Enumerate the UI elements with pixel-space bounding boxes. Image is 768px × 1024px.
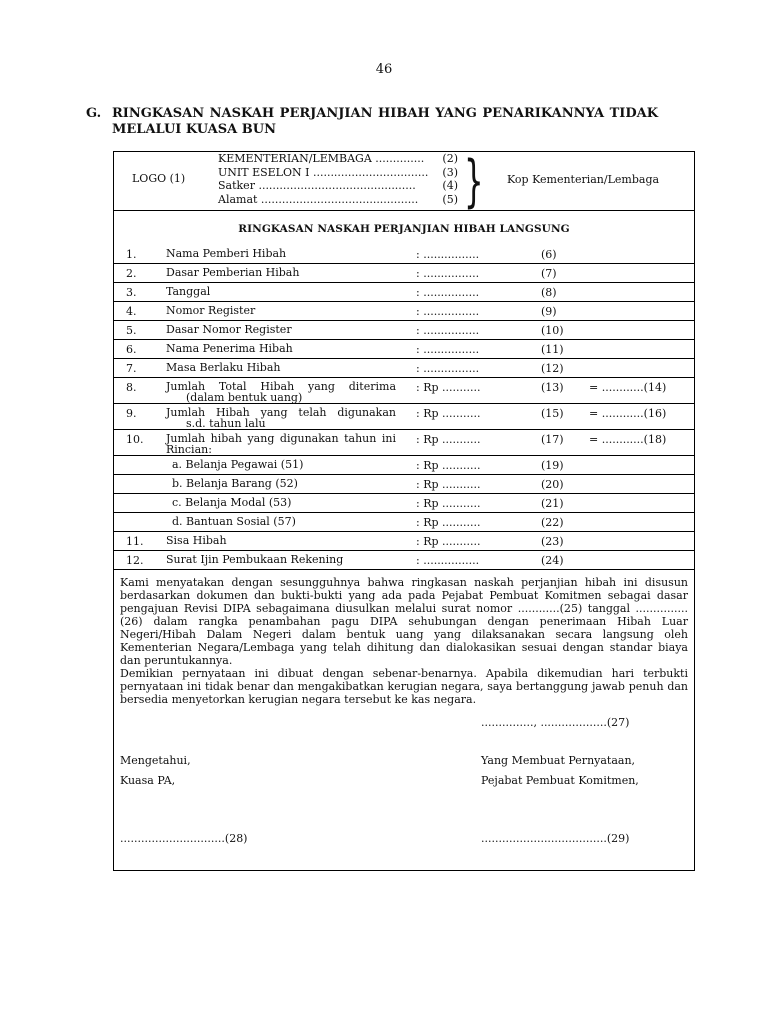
- section-letter: G.: [86, 106, 102, 121]
- form-row: [114, 404, 694, 430]
- statement-paragraph-1: Kami menyatakan dengan sesungguhnya bahwa ringkasan naskah perjanjian hibah ini disusun berdasarkan dokumen dan bukti-bukti yang ada pada Pejabat Pembuat Komitmen sebagai dasar pengajuan Revisi DIPA sebagaimana diusulkan melalui surat nomor ............(25) tanggal ...............(26) dalam rangka penambahan pagu DIPA sehubungan dengan penerimaan Hibah Luar Negeri/Hibah Dalam Negeri dalam bentuk uang yang dilaksanakan secara langsung oleh Kementerian Negara/Lembaga yang telah dihitung dan dialokasikan sesuai dengan standar biaya dan peruntukannya.: [120, 576, 688, 667]
- row-code: (8): [541, 286, 557, 299]
- row-label: [166, 381, 396, 403]
- row-code: (17): [541, 433, 564, 446]
- row-value: : ................: [416, 248, 480, 261]
- row-number: 2.: [126, 267, 137, 280]
- form-row: [114, 456, 694, 475]
- form-row: [114, 283, 694, 302]
- letterhead-line-code: (2): [442, 152, 458, 165]
- row-number: 10.: [126, 433, 144, 446]
- row-value: : Rp ...........: [416, 407, 481, 420]
- row-value: : ................: [416, 305, 480, 318]
- letterhead-line-ministry: [218, 152, 458, 166]
- row-code: (6): [541, 248, 557, 261]
- row-label: Nomor Register: [166, 304, 256, 317]
- row-code: (22): [541, 516, 564, 529]
- place-date-line: ..............., ...................(27): [481, 716, 630, 729]
- row-label: Tanggal: [166, 285, 211, 298]
- row-label-line-2: (dalam bentuk uang): [186, 391, 303, 404]
- row-value: : Rp ...........: [416, 535, 481, 548]
- signature-block: [114, 706, 694, 906]
- declarant-label: Yang Membuat Pernyataan,: [481, 754, 636, 767]
- row-code: (24): [541, 554, 564, 567]
- statement-paragraph-2: Demikian pernyataan ini dibuat dengan sebenar-benarnya. Apabila dikemudian hari terbukti pernyataan ini tidak benar dan mengakibatkan kerugian negara, saya bertanggung jawab penuh dan bersedia menyetorkan kerugian negara tersebut ke kas negara.: [120, 667, 688, 706]
- form-title: RINGKASAN NASKAH PERJANJIAN HIBAH LANGSUNG: [238, 223, 570, 235]
- row-value: : Rp ...........: [416, 433, 481, 446]
- statement: [114, 570, 694, 706]
- row-label: Sisa Hibah: [166, 534, 227, 547]
- row-label-line-1: Jumlah hibah yang digunakan tahun ini: [166, 432, 396, 445]
- row-code: (7): [541, 267, 557, 280]
- row-value: : Rp ...........: [416, 478, 481, 491]
- section-heading: [86, 106, 686, 138]
- row-value: : ................: [416, 324, 480, 337]
- form-row: [114, 340, 694, 359]
- row-value: : ................: [416, 362, 480, 375]
- form-row: [114, 359, 694, 378]
- row-label: Nama Pemberi Hibah: [166, 247, 287, 260]
- row-label: a. Belanja Pegawai (51): [172, 458, 304, 471]
- acknowledged-label: Mengetahui,: [120, 754, 191, 767]
- form-row: [114, 475, 694, 494]
- row-number: 7.: [126, 362, 137, 375]
- row-code: (15): [541, 407, 564, 420]
- form-row: [114, 264, 694, 283]
- form-row: [114, 378, 694, 404]
- row-number: 3.: [126, 286, 137, 299]
- row-value: : ................: [416, 554, 480, 567]
- row-total: = ............(16): [589, 407, 667, 420]
- form-row: [114, 430, 694, 456]
- commitment-officer-label: Pejabat Pembuat Komitmen,: [481, 774, 639, 787]
- row-label-line-1: Jumlah Hibah yang telah digunakan: [166, 406, 396, 419]
- form-row: [114, 302, 694, 321]
- row-value: : ................: [416, 286, 480, 299]
- row-code: (19): [541, 459, 564, 472]
- row-code: (9): [541, 305, 557, 318]
- row-value: : ................: [416, 343, 480, 356]
- row-value: : Rp ...........: [416, 497, 481, 510]
- form-rows: [114, 245, 694, 570]
- letterhead-line-label: UNIT ESELON I .................................: [218, 165, 429, 179]
- row-label: Dasar Pemberian Hibah: [166, 266, 300, 279]
- row-value: : ................: [416, 267, 480, 280]
- row-value: : Rp ...........: [416, 381, 481, 394]
- commitment-officer-signature-line: ....................................(29): [481, 832, 630, 845]
- row-number: 8.: [126, 381, 137, 394]
- row-code: (21): [541, 497, 564, 510]
- form-row: [114, 321, 694, 340]
- row-label: Nama Penerima Hibah: [166, 342, 293, 355]
- row-number: 1.: [126, 248, 137, 261]
- letterhead-line-code: (4): [442, 179, 458, 192]
- row-label-line-1: Jumlah Total Hibah yang diterima: [166, 380, 396, 393]
- form-row: [114, 494, 694, 513]
- letterhead-label: Kop Kementerian/Lembaga: [507, 173, 660, 186]
- row-label: c. Belanja Modal (53): [172, 496, 292, 509]
- row-label: [166, 407, 396, 429]
- kuasa-pa-label: Kuasa PA,: [120, 774, 176, 787]
- curly-brace-icon: }: [464, 149, 484, 214]
- row-number: 11.: [126, 535, 144, 548]
- row-value: : Rp ...........: [416, 516, 481, 529]
- form-row: [114, 532, 694, 551]
- letterhead-line-echelon: [218, 166, 458, 180]
- letterhead-lines: [218, 152, 458, 206]
- row-number: 6.: [126, 343, 137, 356]
- row-number: 4.: [126, 305, 137, 318]
- page-number: 46: [375, 62, 393, 77]
- heading-line-2: MELALUI KUASA BUN: [112, 122, 276, 137]
- row-code: (10): [541, 324, 564, 337]
- row-code: (23): [541, 535, 564, 548]
- row-label: [166, 433, 396, 455]
- row-total: = ............(18): [589, 433, 667, 446]
- letterhead-line-address: [218, 193, 458, 207]
- row-value: : Rp ...........: [416, 459, 481, 472]
- row-label: d. Bantuan Sosial (57): [172, 515, 296, 528]
- heading-line-1: RINGKASAN NASKAH PERJANJIAN HIBAH YANG PENARIKANNYA TIDAK: [112, 106, 658, 121]
- logo-placeholder: LOGO (1): [132, 172, 186, 185]
- letterhead-line-label: Alamat .............................................: [218, 192, 419, 206]
- form-row: [114, 551, 694, 570]
- letterhead-line-code: (5): [442, 192, 458, 206]
- row-total: = ............(14): [589, 381, 667, 394]
- row-label: Surat Ijin Pembukaan Rekening: [166, 553, 344, 566]
- letterhead-line-satker: [218, 179, 458, 193]
- row-label: Dasar Nomor Register: [166, 323, 292, 336]
- row-number: 12.: [126, 554, 144, 567]
- row-label-line-2: s.d. tahun lalu: [186, 417, 266, 430]
- row-label: Masa Berlaku Hibah: [166, 361, 281, 374]
- letterhead: [114, 149, 694, 214]
- form-row: [114, 245, 694, 264]
- row-label-line-2: Rincian:: [166, 443, 212, 456]
- row-code: (12): [541, 362, 564, 375]
- row-label: b. Belanja Barang (52): [172, 477, 298, 490]
- letterhead-line-label: Satker .............................................: [218, 179, 416, 192]
- grant-summary-form: [113, 151, 695, 871]
- row-number: 5.: [126, 324, 137, 337]
- form-row: [114, 513, 694, 532]
- letterhead-line-label: KEMENTERIAN/LEMBAGA ..............: [218, 152, 425, 165]
- row-number: 9.: [126, 407, 137, 420]
- row-code: (20): [541, 478, 564, 491]
- kuasa-pa-signature-line: ..............................(28): [120, 832, 248, 845]
- letterhead-line-code: (3): [442, 165, 458, 179]
- row-code: (13): [541, 381, 564, 394]
- row-code: (11): [541, 343, 564, 356]
